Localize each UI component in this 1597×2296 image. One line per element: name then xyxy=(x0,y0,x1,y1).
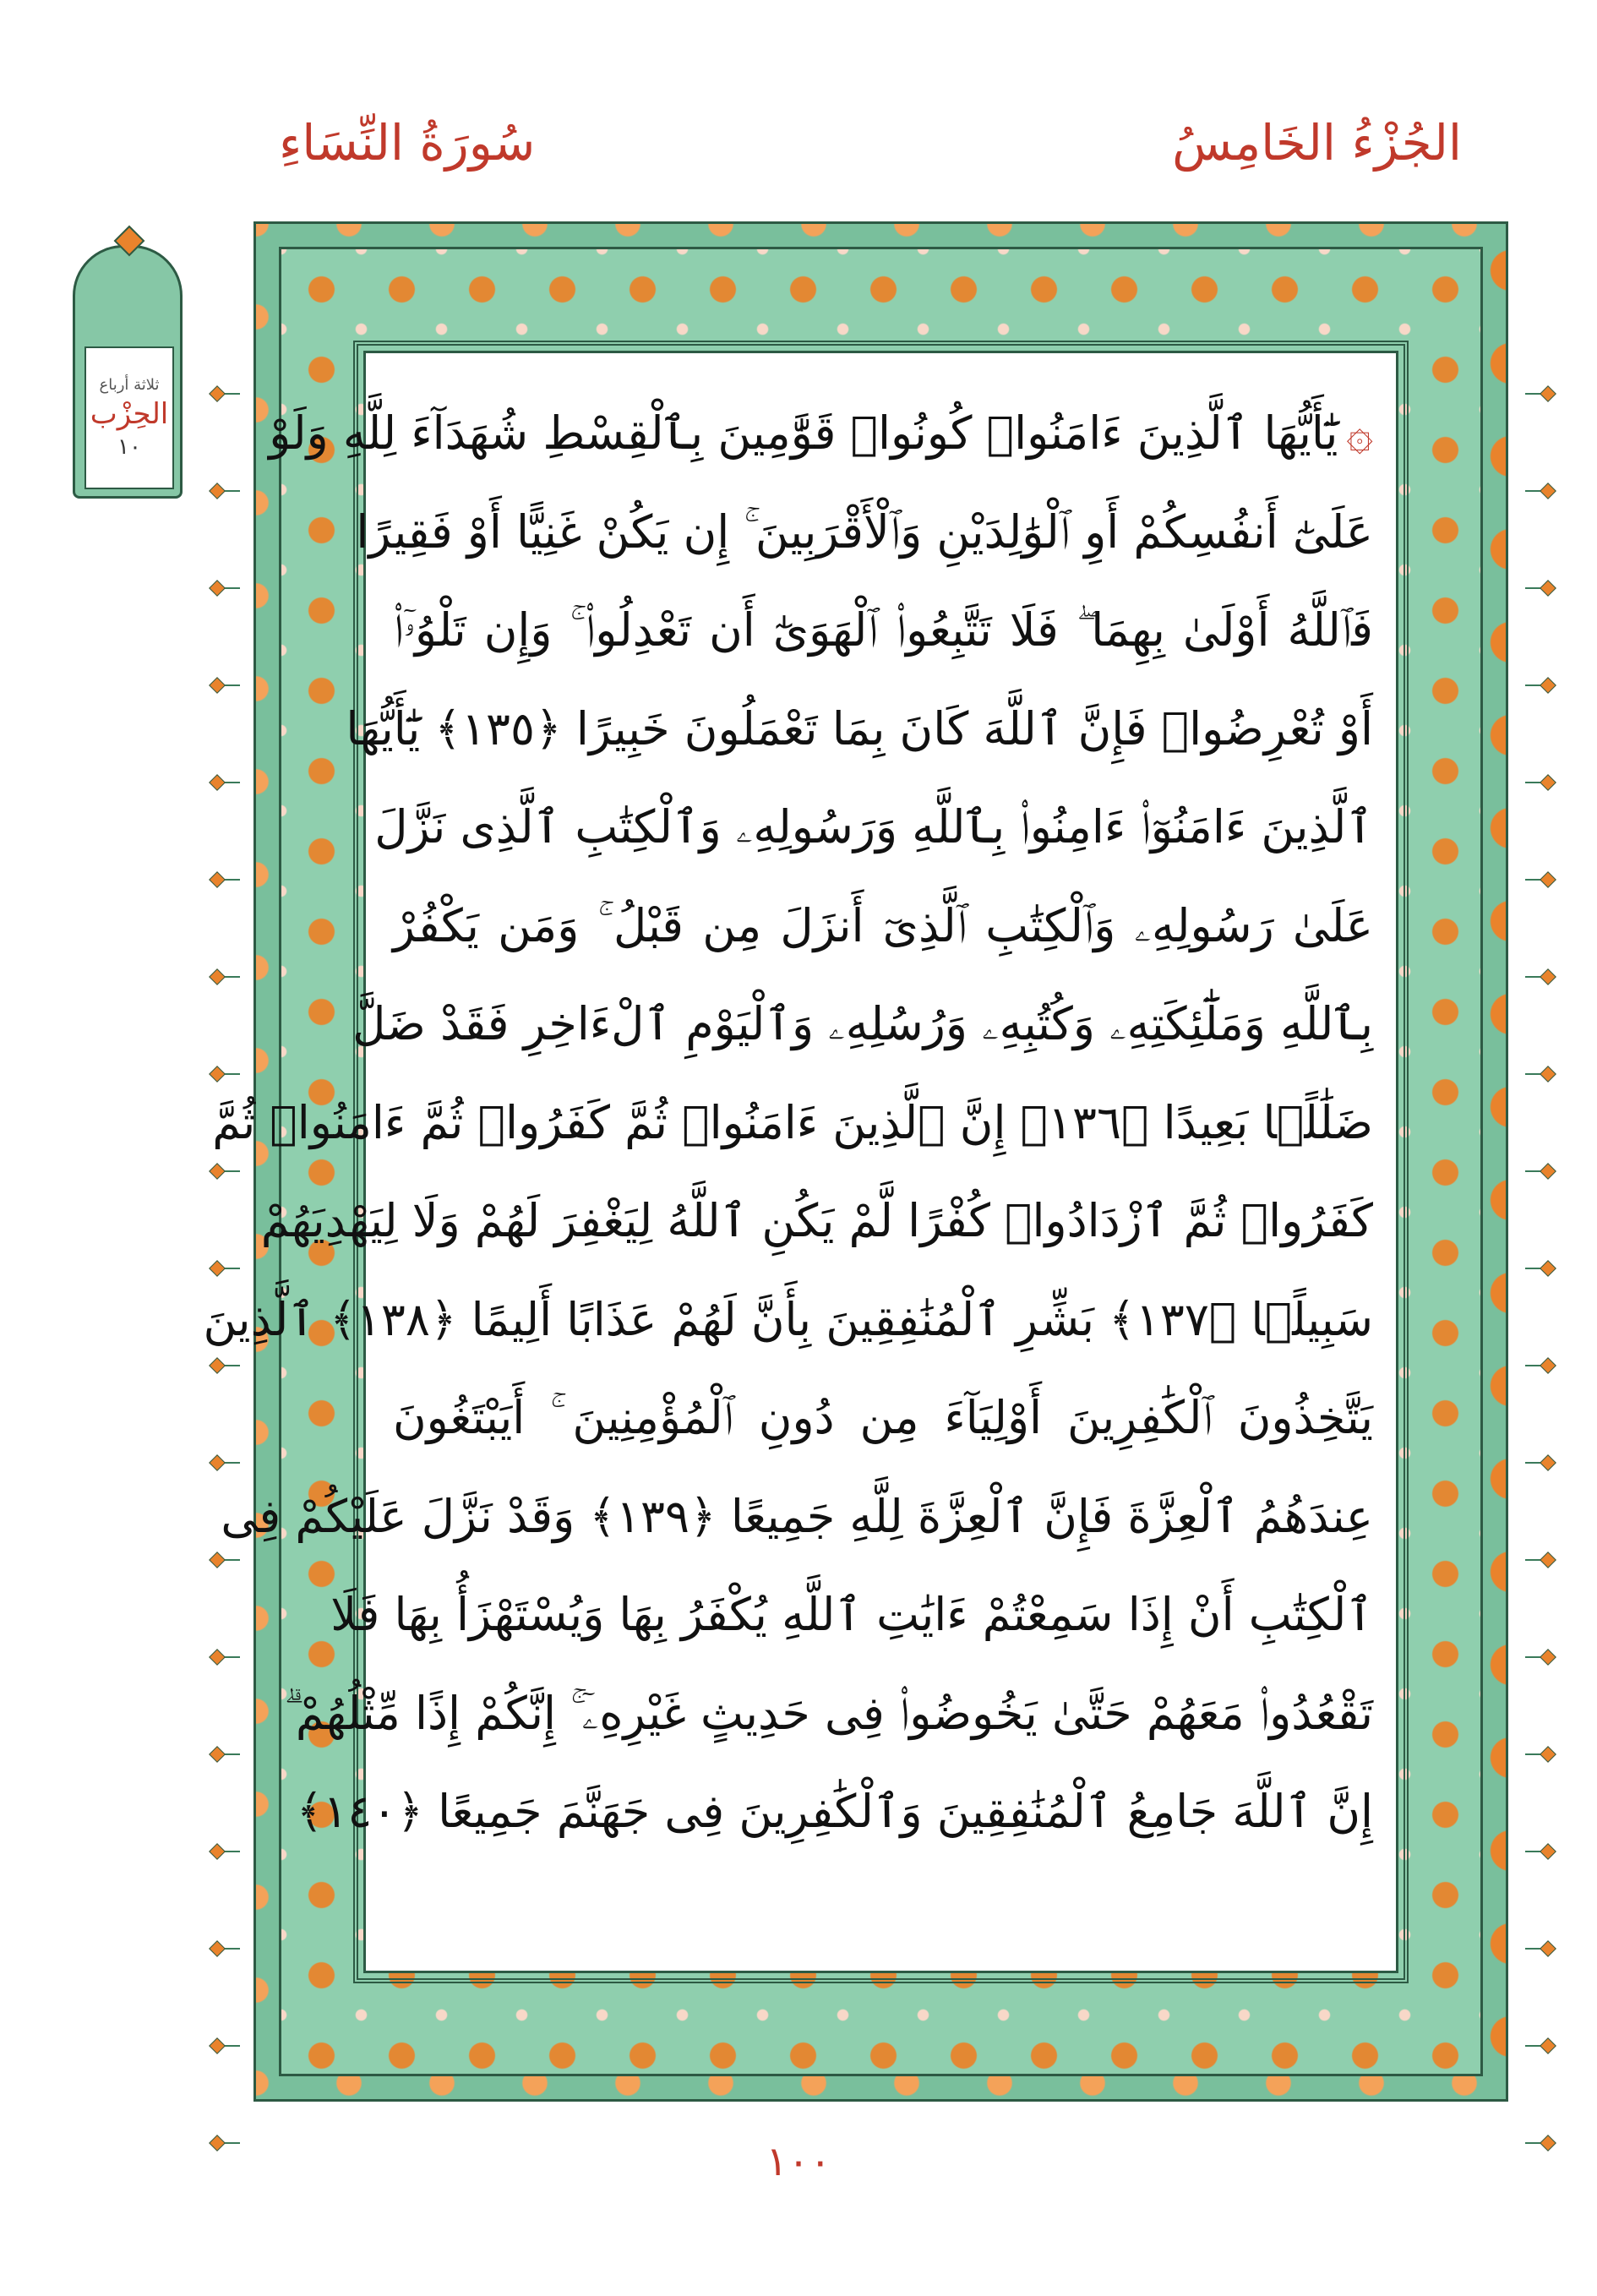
verse-line-text: يَٰٓأَيُّهَا ٱلَّذِينَ ءَامَنُوا۟ كُونُوا۟ قَوَّٰمِينَ بِٱلْقِسْطِ شُهَدَآءَ لِلَّهِ وَلَوْ xyxy=(269,406,1338,460)
frame-ornament-icon xyxy=(211,879,240,881)
frame-ornament-icon xyxy=(1525,976,1554,978)
hizb-marker xyxy=(73,245,183,499)
verse-line xyxy=(269,384,1373,483)
frame-ornament-icon xyxy=(1525,1948,1554,1950)
frame-ornament-icon xyxy=(1525,1559,1554,1561)
frame-ornament-icon xyxy=(211,1753,240,1755)
verse-line: ٱلَّذِينَ ءَامَنُوٓا۟ ءَامِنُوا۟ بِٱللَّهِ وَرَسُولِهِۦ وَٱلْكِتَٰبِ ٱلَّذِى نَزَّلَ xyxy=(374,800,1373,854)
verse-line: كَفَرُوا۟ ثُمَّ ٱزْدَادُوا۟ كُفْرًا لَّمْ يَكُنِ ٱللَّهُ لِيَغْفِرَ لَهُمْ وَلَا لِيَهْدِيَهُمْ xyxy=(260,1194,1373,1247)
hizb-number: ١٠ xyxy=(117,434,141,460)
frame-ornament-icon xyxy=(1525,684,1554,686)
page-number: ١٠٠ xyxy=(766,2138,831,2185)
verse-line: عَلَىٰ رَسُولِهِۦ وَٱلْكِتَٰبِ ٱلَّذِىٓ أَنزَلَ مِن قَبْلُ ۚ وَمَن يَكْفُرْ xyxy=(393,898,1373,952)
verse-line: عِندَهُمُ ٱلْعِزَّةَ فَإِنَّ ٱلْعِزَّةَ لِلَّهِ جَمِيعًا ﴿١٣٩﴾ وَقَدْ نَزَّلَ عَلَيْكُمْ فِى xyxy=(221,1489,1373,1543)
rub-el-hizb-icon: ۞ xyxy=(1346,406,1373,460)
verse-line: بِٱللَّهِ وَمَلَٰٓئِكَتِهِۦ وَكُتُبِهِۦ وَرُسُلِهِۦ وَٱلْيَوْمِ ٱلْءَاخِرِ فَقَدْ ضَلَّ xyxy=(352,997,1373,1050)
frame-ornament-icon xyxy=(1525,879,1554,881)
frame-ornament-icon xyxy=(211,393,240,395)
frame-ornament-icon xyxy=(1525,2045,1554,2047)
frame-ornament-icon xyxy=(211,1948,240,1950)
frame-ornament-icon xyxy=(211,1656,240,1658)
verse-text-block xyxy=(203,384,1373,1862)
frame-ornament-icon xyxy=(1525,1365,1554,1366)
juz-title: الجُزْءُ الخَامِسُ xyxy=(1172,114,1462,172)
frame-ornament-icon xyxy=(1525,1753,1554,1755)
verse-line: تَقْعُدُوا۟ مَعَهُمْ حَتَّىٰ يَخُوضُوا۟ فِى حَدِيثٍ غَيْرِهِۦٓ ۚ إِنَّكُمْ إِذًا مِّثْلُهُمْ ۗ xyxy=(284,1686,1373,1740)
verse-line: إِنَّ ٱللَّهَ جَامِعُ ٱلْمُنَٰفِقِينَ وَٱلْكَٰفِرِينَ فِى جَهَنَّمَ جَمِيعًا ﴿١٤٠﴾ xyxy=(296,1785,1373,1838)
frame-ornament-icon xyxy=(1525,1462,1554,1464)
frame-ornament-icon xyxy=(211,684,240,686)
verse-line: فَٱللَّهُ أَوْلَىٰ بِهِمَا ۖ فَلَا تَتَّبِعُوا۟ ٱلْهَوَىٰٓ أَن تَعْدِلُوا۟ ۚ وَإِن تَلْوُۥٓا۟ xyxy=(393,603,1373,657)
frame-ornament-icon xyxy=(211,782,240,783)
frame-ornament-icon xyxy=(211,587,240,589)
hizb-label: الحِزْب xyxy=(90,397,169,431)
verse-line: يَتَّخِذُونَ ٱلْكَٰفِرِينَ أَوْلِيَآءَ مِن دُونِ ٱلْمُؤْمِنِينَ ۚ أَيَبْتَغُونَ xyxy=(393,1391,1373,1444)
verse-line: عَلَىٰٓ أَنفُسِكُمْ أَوِ ٱلْوَٰلِدَيْنِ وَٱلْأَقْرَبِينَ ۚ إِن يَكُنْ غَنِيًّا أَوْ فَقِيرًا xyxy=(356,504,1373,559)
frame-ornament-icon xyxy=(211,2045,240,2047)
verse-line: ٱلْكِتَٰبِ أَنْ إِذَا سَمِعْتُمْ ءَايَٰتِ ٱللَّهِ يُكْفَرُ بِهَا وَيُسْتَهْزَأُ بِهَا فَلَا xyxy=(330,1588,1373,1641)
verse-line: أَوْ تُعْرِضُوا۟ فَإِنَّ ٱللَّهَ كَانَ بِمَا تَعْمَلُونَ خَبِيرًا ﴿١٣٥﴾ يَٰٓأَيُّهَا xyxy=(346,701,1373,755)
frame-ornament-icon xyxy=(211,490,240,492)
frame-ornament-icon xyxy=(1525,393,1554,395)
surah-title: سُورَةُ النِّسَاءِ xyxy=(279,114,536,172)
frame-ornament-icon xyxy=(211,1462,240,1464)
hizb-label-box xyxy=(84,346,174,489)
frame-ornament-icon xyxy=(1525,1073,1554,1075)
verse-line: ضَلَٰلًۢا بَعِيدًا ﴿١٣٦﴾ إِنَّ ٱلَّذِينَ ءَامَنُوا۟ ثُمَّ كَفَرُوا۟ ثُمَّ ءَامَنُوا۟ ثُمَّ xyxy=(212,1095,1373,1149)
frame-ornament-icon xyxy=(1525,1268,1554,1269)
verse-line: سَبِيلًۢا ﴿١٣٧﴾ بَشِّرِ ٱلْمُنَٰفِقِينَ بِأَنَّ لَهُمْ عَذَابًا أَلِيمًا ﴿١٣٨﴾ ٱلَّذِينَ xyxy=(203,1292,1373,1346)
frame-ornament-icon xyxy=(1525,1851,1554,1852)
frame-ornament-icon xyxy=(211,1851,240,1852)
frame-ornament-icon xyxy=(1525,587,1554,589)
frame-ornament-icon xyxy=(1525,1656,1554,1658)
frame-ornament-icon xyxy=(1525,1170,1554,1172)
frame-ornament-icon xyxy=(211,976,240,978)
frame-ornament-icon xyxy=(1525,782,1554,783)
frame-ornament-icon xyxy=(1525,490,1554,492)
hizb-quarter: ثلاثة أرباع xyxy=(99,376,160,394)
frame-ornament-icon xyxy=(211,1268,240,1269)
